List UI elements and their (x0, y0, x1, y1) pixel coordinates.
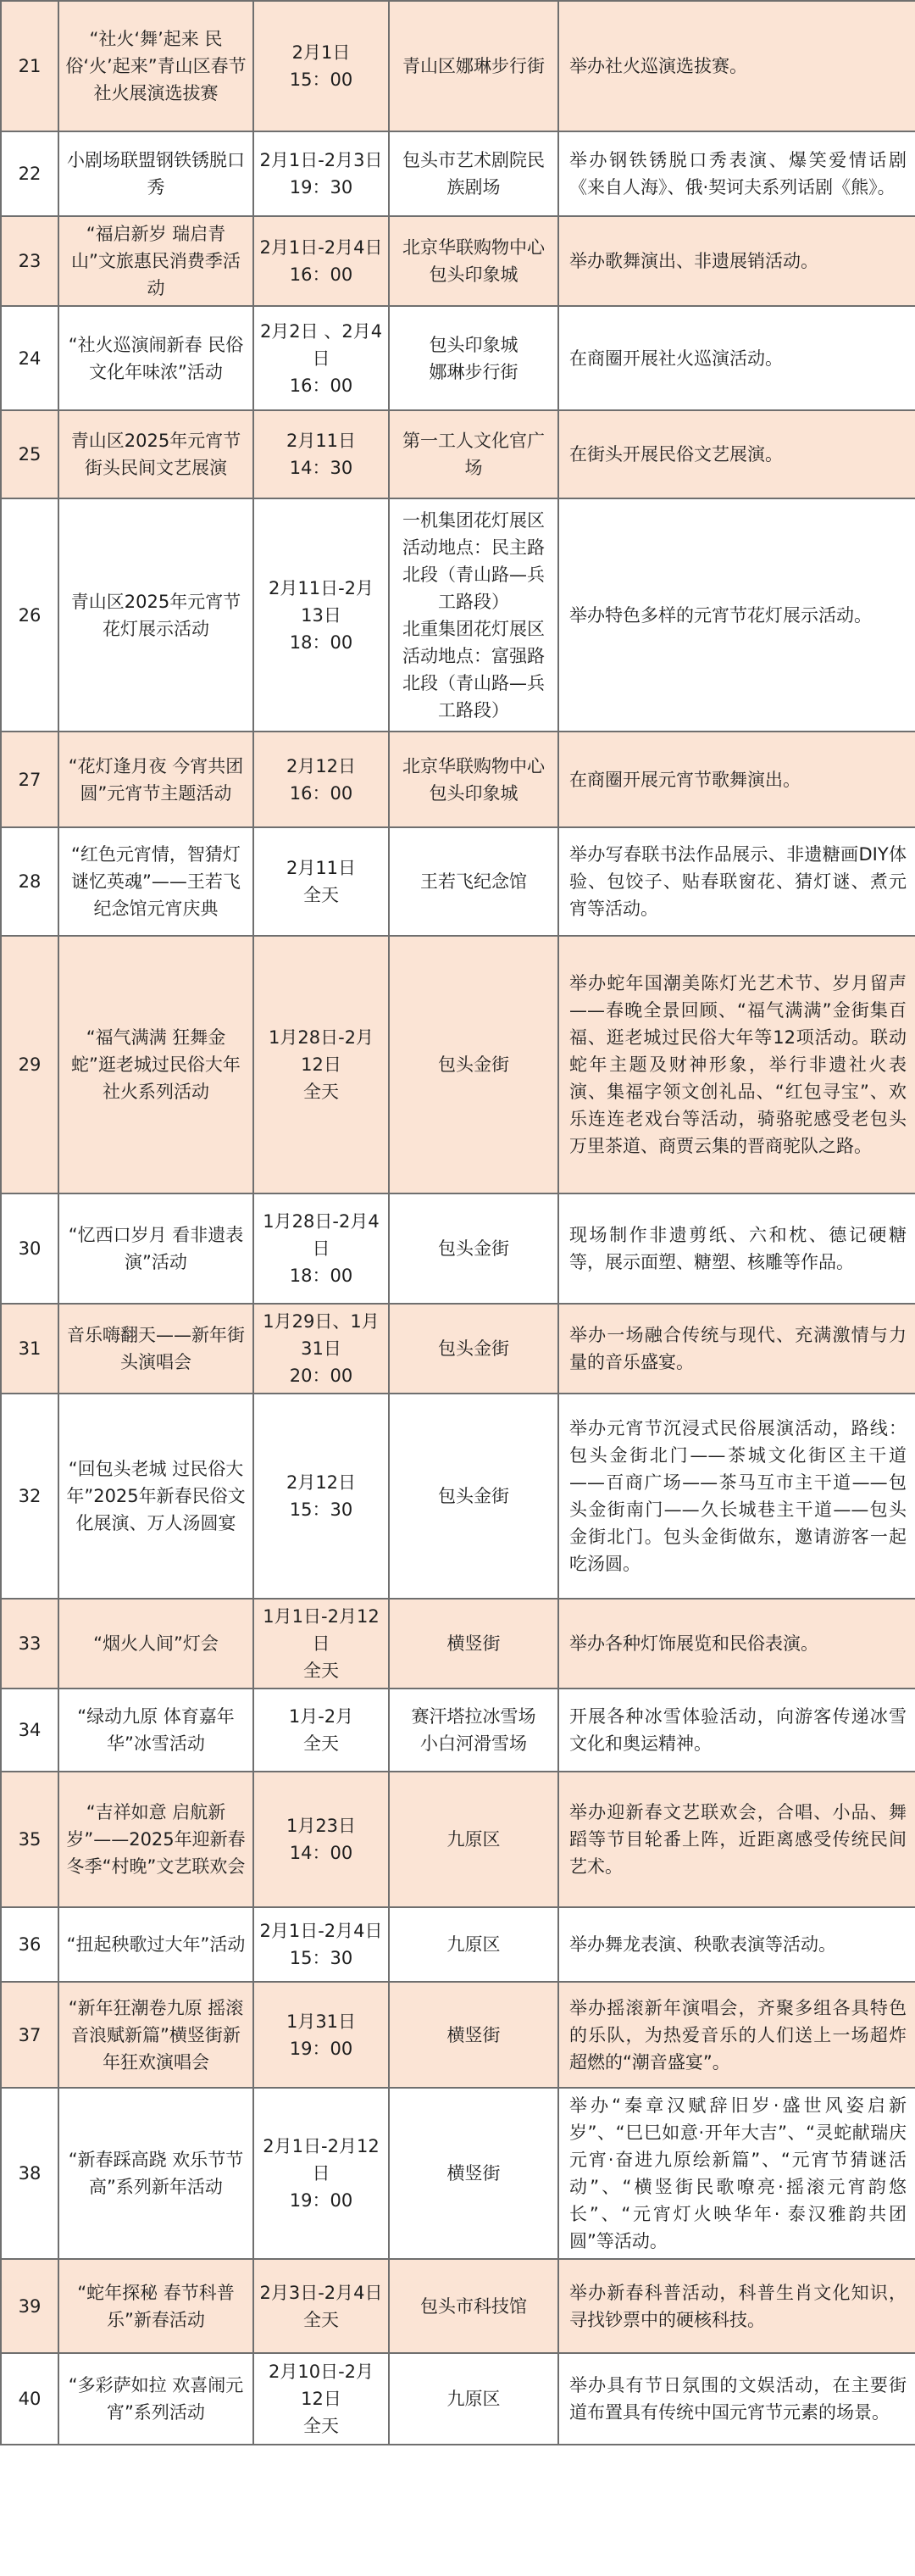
event-time (253, 2353, 389, 2445)
table-row (1, 1907, 915, 1982)
place-line: 包头金街 (438, 1054, 509, 1075)
time-date: 2月1日-2月12日 (263, 2136, 380, 2184)
event-name: “回包头老城 过民俗大年”2025年新春民俗文化展演、万人汤圆宴 (58, 1394, 253, 1599)
event-time (253, 1907, 389, 1982)
time-date: 2月11日 (286, 431, 357, 451)
event-name: 音乐嗨翻天——新年街头演唱会 (58, 1304, 253, 1394)
table-row (1, 1193, 915, 1304)
time-date: 2月12日 (286, 755, 357, 776)
time-hour: 全天 (303, 1082, 339, 1102)
event-time (253, 306, 389, 410)
table-row (1, 732, 915, 827)
time-hour: 16：00 (289, 375, 353, 396)
row-number: 26 (1, 498, 58, 732)
row-number: 25 (1, 410, 58, 498)
event-name: “烟火人间”灯会 (58, 1599, 253, 1689)
event-place (389, 1772, 558, 1907)
row-number: 21 (1, 1, 58, 131)
table-row (1, 1304, 915, 1394)
place-line: 横竖街 (446, 2163, 501, 2184)
event-description: 举办特色多样的元宵节花灯展示活动。 (558, 498, 915, 732)
place-line: 包头印象城 (429, 782, 518, 804)
place-line: 小白河滑雪场 (420, 1733, 527, 1754)
table-row (1, 1772, 915, 1907)
event-name: “社火‘舞’起来 民俗‘火’起来”青山区春节社火展演选拔赛 (58, 1, 253, 131)
time-date: 2月1日-2月3日 (259, 150, 383, 170)
event-description: 举办蛇年国潮美陈灯光艺术节、岁月留声——春晚全景回顾、“福气满满”金街集百福、逛老城过民俗大年等12项活动。联动蛇年主题及财神形象，举行非遗社火表演、集福字领文创礼品、“红包寻宝”、欢乐连连老戏台等活动，骑骆驼感受老包头万里茶道、商贾云集的晋商驼队之路。 (558, 936, 915, 1193)
event-name: “新春踩高跷 欢乐节节高”系列新年活动 (58, 2088, 253, 2259)
event-description: 现场制作非遗剪纸、六和枕、德记硬糖等，展示面塑、糖塑、核雕等作品。 (558, 1193, 915, 1304)
row-number: 27 (1, 732, 58, 827)
event-description: 举办写春联书法作品展示、非遗糖画DIY体验、包饺子、贴春联窗花、猜灯谜、煮元宵等活动。 (558, 827, 915, 936)
event-description: 举办具有节日氛围的文娱活动，在主要街道布置具有传统中国元宵节元素的场景。 (558, 2353, 915, 2445)
table-row (1, 827, 915, 936)
table-row (1, 216, 915, 306)
row-number: 24 (1, 306, 58, 410)
time-hour: 18：00 (289, 631, 353, 653)
event-place (389, 1193, 558, 1304)
event-time (253, 1599, 389, 1689)
place-line: 青山区娜琳步行街 (402, 56, 545, 76)
place-line: 娜琳步行街 (429, 361, 518, 382)
table-row (1, 2353, 915, 2445)
event-place (389, 936, 558, 1193)
event-place (389, 1394, 558, 1599)
event-time (253, 1982, 389, 2088)
place-line: 北京华联购物中心 (402, 237, 545, 258)
place-line: 横竖街 (446, 1633, 501, 1654)
place-line: 北重集团花灯展区活动地点：富强路北段（青山路—兵工路段） (402, 618, 545, 721)
place-line: 包头市艺术剧院民族剧场 (402, 150, 545, 198)
time-hour: 全天 (303, 1733, 339, 1754)
row-number: 40 (1, 2353, 58, 2445)
time-hour: 16：00 (289, 264, 353, 285)
event-name: “社火巡演闹新春 民俗文化年味浓”活动 (58, 306, 253, 410)
event-place (389, 410, 558, 498)
time-date: 2月1日-2月4日 (259, 1921, 383, 1941)
event-description: 举办歌舞演出、非遗展销活动。 (558, 216, 915, 306)
place-line: 九原区 (446, 1934, 501, 1955)
table-row (1, 410, 915, 498)
event-description: 举办摇滚新年演唱会，齐聚多组各具特色的乐队，为热爱音乐的人们送上一场超炸超燃的“潮音盛宴”。 (558, 1982, 915, 2088)
row-number: 37 (1, 1982, 58, 2088)
event-description: 举办“秦章汉赋辞旧岁·盛世风姿启新岁”、“巳巳如意·开年大吉”、“灵蛇献瑞庆元宵·奋进九原绘新篇”、“元宵节猜谜活动”、“横竖街民歌嘹亮·摇滚元宵韵悠长”、“元宵灯火映华年· 泰汉雅韵共团圆”等活动。 (558, 2088, 915, 2259)
event-place (389, 498, 558, 732)
time-hour: 全天 (303, 885, 339, 905)
time-hour: 18：00 (289, 1266, 353, 1286)
place-line: 赛汗塔拉冰雪场 (411, 1706, 536, 1727)
event-time (253, 498, 389, 732)
place-line: 九原区 (446, 2389, 501, 2409)
time-date: 1月-2月 (288, 1706, 354, 1727)
event-description: 在街头开展民俗文艺展演。 (558, 410, 915, 498)
table-row (1, 1599, 915, 1689)
time-date: 2月11日-2月13日 (268, 577, 374, 626)
place-line: 包头印象城 (429, 264, 518, 285)
event-place (389, 2088, 558, 2259)
event-time (253, 827, 389, 936)
table-row (1, 1982, 915, 2088)
event-time (253, 2088, 389, 2259)
place-line: 王若飞纪念馆 (420, 871, 527, 892)
row-number: 34 (1, 1689, 58, 1772)
row-number: 28 (1, 827, 58, 936)
time-hour: 全天 (303, 2416, 339, 2436)
event-name: “吉祥如意 启航新岁”——2025年迎新春冬季“村晚”文艺联欢会 (58, 1772, 253, 1907)
table-row (1, 498, 915, 732)
time-date: 1月28日-2月4日 (263, 1211, 380, 1259)
row-number: 22 (1, 131, 58, 216)
event-name: 小剧场联盟钢铁锈脱口秀 (58, 131, 253, 216)
event-time (253, 1772, 389, 1907)
place-line: 包头印象城 (429, 334, 518, 355)
time-hour: 19：30 (289, 177, 353, 198)
row-number: 39 (1, 2259, 58, 2353)
row-number: 33 (1, 1599, 58, 1689)
event-name: “扭起秧歌过大年”活动 (58, 1907, 253, 1982)
event-description: 在商圈开展社火巡演活动。 (558, 306, 915, 410)
place-line: 包头金街 (438, 1338, 509, 1359)
event-name: 青山区2025年元宵节花灯展示活动 (58, 498, 253, 732)
table-row (1, 2088, 915, 2259)
event-place (389, 131, 558, 216)
event-time (253, 936, 389, 1193)
time-date: 1月23日 (286, 1816, 357, 1836)
event-name: “花灯逢月夜 今宵共团圆”元宵节主题活动 (58, 732, 253, 827)
row-number: 23 (1, 216, 58, 306)
time-date: 1月28日-2月12日 (268, 1027, 374, 1075)
table-row (1, 1689, 915, 1772)
time-date: 2月1日 (291, 42, 351, 63)
event-time (253, 1304, 389, 1394)
place-line: 横竖街 (446, 2024, 501, 2045)
row-number: 31 (1, 1304, 58, 1394)
event-description: 举办迎新春文艺联欢会，合唱、小品、舞蹈等节目轮番上阵，近距离感受传统民间艺术。 (558, 1772, 915, 1907)
time-hour: 16：00 (289, 782, 353, 804)
event-place (389, 1304, 558, 1394)
place-line: 包头市科技馆 (420, 2295, 527, 2317)
row-number: 32 (1, 1394, 58, 1599)
event-place (389, 1599, 558, 1689)
event-name: “绿动九原 体育嘉年华”冰雪活动 (58, 1689, 253, 1772)
time-date: 2月1日-2月4日 (259, 237, 383, 258)
event-time (253, 1, 389, 131)
place-line: 九原区 (446, 1829, 501, 1850)
event-description: 举办一场融合传统与现代、充满激情与力量的音乐盛宴。 (558, 1304, 915, 1394)
row-number: 38 (1, 2088, 58, 2259)
time-date: 1月29日、1月31日 (263, 1311, 380, 1359)
event-time (253, 216, 389, 306)
event-time (253, 1689, 389, 1772)
place-line: 一机集团花灯展区活动地点：民主路北段（青山路—兵工路段） (402, 509, 545, 612)
time-hour: 14：30 (289, 458, 353, 478)
row-number: 35 (1, 1772, 58, 1907)
event-place (389, 1907, 558, 1982)
place-line: 第一工人文化官广场 (402, 431, 545, 478)
event-place (389, 306, 558, 410)
event-place (389, 1982, 558, 2088)
event-description: 举办新春科普活动，科普生肖文化知识，寻找钞票中的硬核科技。 (558, 2259, 915, 2353)
event-time (253, 732, 389, 827)
event-time (253, 1394, 389, 1599)
time-date: 2月2日 、2月4日 (259, 320, 383, 369)
event-table-body (1, 1, 915, 2445)
event-description: 举办各种灯饰展览和民俗表演。 (558, 1599, 915, 1689)
event-time (253, 1193, 389, 1304)
event-place (389, 1689, 558, 1772)
place-line: 北京华联购物中心 (402, 755, 545, 776)
row-number: 36 (1, 1907, 58, 1982)
event-name: “福气满满 狂舞金蛇”逛老城过民俗大年社火系列活动 (58, 936, 253, 1193)
table-row (1, 2259, 915, 2353)
time-date: 2月11日 (286, 858, 357, 878)
event-name: “蛇年探秘 春节科普乐”新春活动 (58, 2259, 253, 2353)
event-description: 举办舞龙表演、秧歌表演等活动。 (558, 1907, 915, 1982)
event-name: “新年狂潮卷九原 摇滚音浪赋新篇”横竖街新年狂欢演唱会 (58, 1982, 253, 2088)
time-hour: 15：00 (289, 70, 353, 90)
table-row (1, 1394, 915, 1599)
table-row (1, 131, 915, 216)
event-name: “福启新岁 瑞启青山”文旅惠民消费季活动 (58, 216, 253, 306)
table-row (1, 936, 915, 1193)
time-hour: 15：30 (289, 1948, 353, 1968)
time-hour: 全天 (303, 2309, 339, 2330)
event-time (253, 2259, 389, 2353)
row-number: 30 (1, 1193, 58, 1304)
event-description: 在商圈开展元宵节歌舞演出。 (558, 732, 915, 827)
time-hour: 全天 (303, 1661, 339, 1681)
row-number: 29 (1, 936, 58, 1193)
event-description: 举办社火巡演选拔赛。 (558, 1, 915, 131)
event-name: “多彩萨如拉 欢喜闹元宵”系列活动 (58, 2353, 253, 2445)
event-time (253, 410, 389, 498)
time-hour: 15：30 (289, 1499, 353, 1520)
time-hour: 14：00 (289, 1843, 353, 1863)
event-place (389, 1, 558, 131)
time-hour: 20：00 (289, 1366, 353, 1386)
event-place (389, 732, 558, 827)
event-name: “忆西口岁月 看非遗表演”活动 (58, 1193, 253, 1304)
table-row (1, 306, 915, 410)
event-name: “红色元宵情，智猜灯谜忆英魂”——王若飞纪念馆元宵庆典 (58, 827, 253, 936)
time-date: 2月10日-2月12日 (268, 2362, 374, 2409)
time-date: 2月12日 (286, 1472, 357, 1493)
event-name: 青山区2025年元宵节街头民间文艺展演 (58, 410, 253, 498)
event-place (389, 216, 558, 306)
time-hour: 19：00 (289, 2190, 353, 2211)
place-line: 包头金街 (438, 1238, 509, 1259)
table-row (1, 1, 915, 131)
event-place (389, 2353, 558, 2445)
time-date: 1月1日-2月12日 (263, 1606, 380, 1654)
event-time (253, 131, 389, 216)
time-date: 1月31日 (286, 2011, 357, 2032)
time-date: 2月3日-2月4日 (259, 2282, 383, 2303)
place-line: 包头金街 (438, 1486, 509, 1506)
event-description: 举办钢铁锈脱口秀表演、爆笑爱情话剧《来自人海》、俄·契诃夫系列话剧《熊》。 (558, 131, 915, 216)
event-description: 开展各种冰雪体验活动，向游客传递冰雪文化和奥运精神。 (558, 1689, 915, 1772)
time-hour: 19：00 (289, 2038, 353, 2059)
event-place (389, 2259, 558, 2353)
event-place (389, 827, 558, 936)
event-description: 举办元宵节沉浸式民俗展演活动，路线：包头金街北门——茶城文化街区主干道——百商广场——茶马互市主干道——包头金街南门——久长城巷主干道——包头金街北门。包头金街做东，邀请游客一起吃汤圆。 (558, 1394, 915, 1599)
